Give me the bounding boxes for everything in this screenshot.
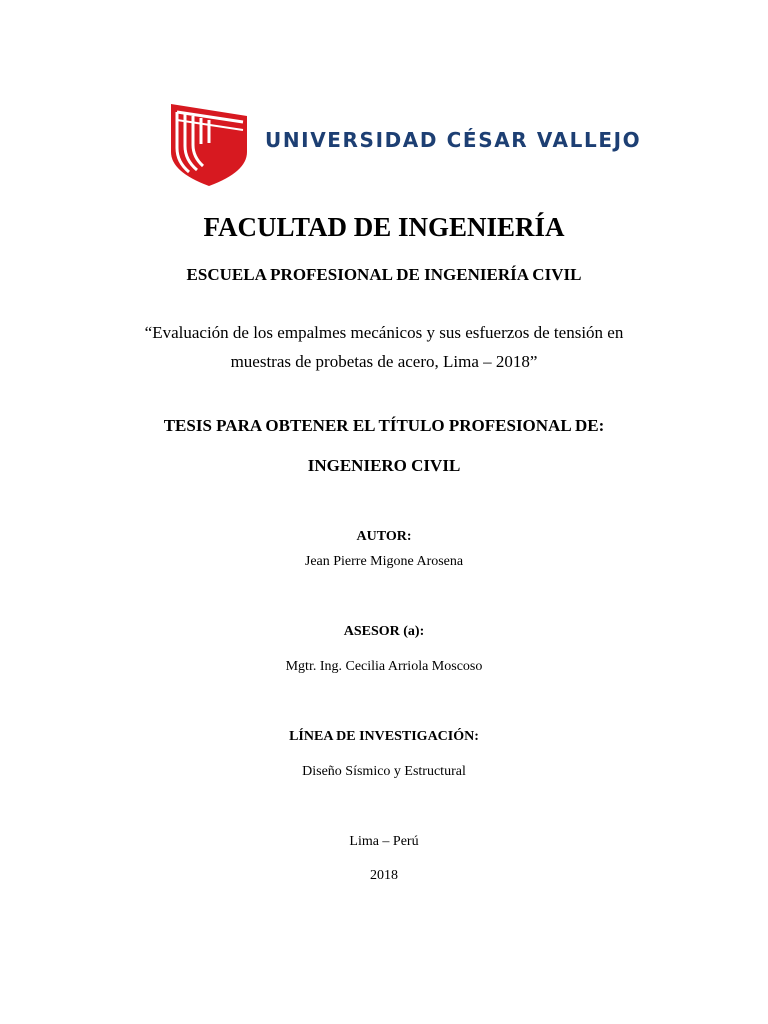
advisor-name: Mgtr. Ing. Cecilia Arriola Moscoso [285,659,483,674]
faculty-heading: FACULTAD DE INGENIERÍA [203,212,565,242]
thesis-title-line-2: muestras de probetas de acero, Lima – 2018” [230,352,538,371]
school-heading: ESCUELA PROFESIONAL DE INGENIERÍA CIVIL [186,265,582,284]
degree-heading: INGENIERO CIVIL [307,456,461,475]
thesis-title-line-1: “Evaluación de los empalmes mecánicos y sus esfuerzos de tensión en [144,323,624,342]
research-line-label: LÍNEA DE INVESTIGACIÓN: [289,729,479,744]
advisor-label: ASESOR (a): [343,624,425,639]
research-line-value: Diseño Sísmico y Estructural [302,764,466,779]
author-label: AUTOR: [356,529,412,544]
university-name: UNIVERSIDAD CÉSAR VALLEJO [265,128,642,152]
thesis-purpose-heading: TESIS PARA OBTENER EL TÍTULO PROFESIONAL DE: [163,416,605,435]
author-name: Jean Pierre Migone Arosena [304,554,464,569]
university-logo [169,100,642,188]
place: Lima – Perú [349,834,419,849]
year: 2018 [370,868,398,883]
university-shield-icon [169,100,249,186]
